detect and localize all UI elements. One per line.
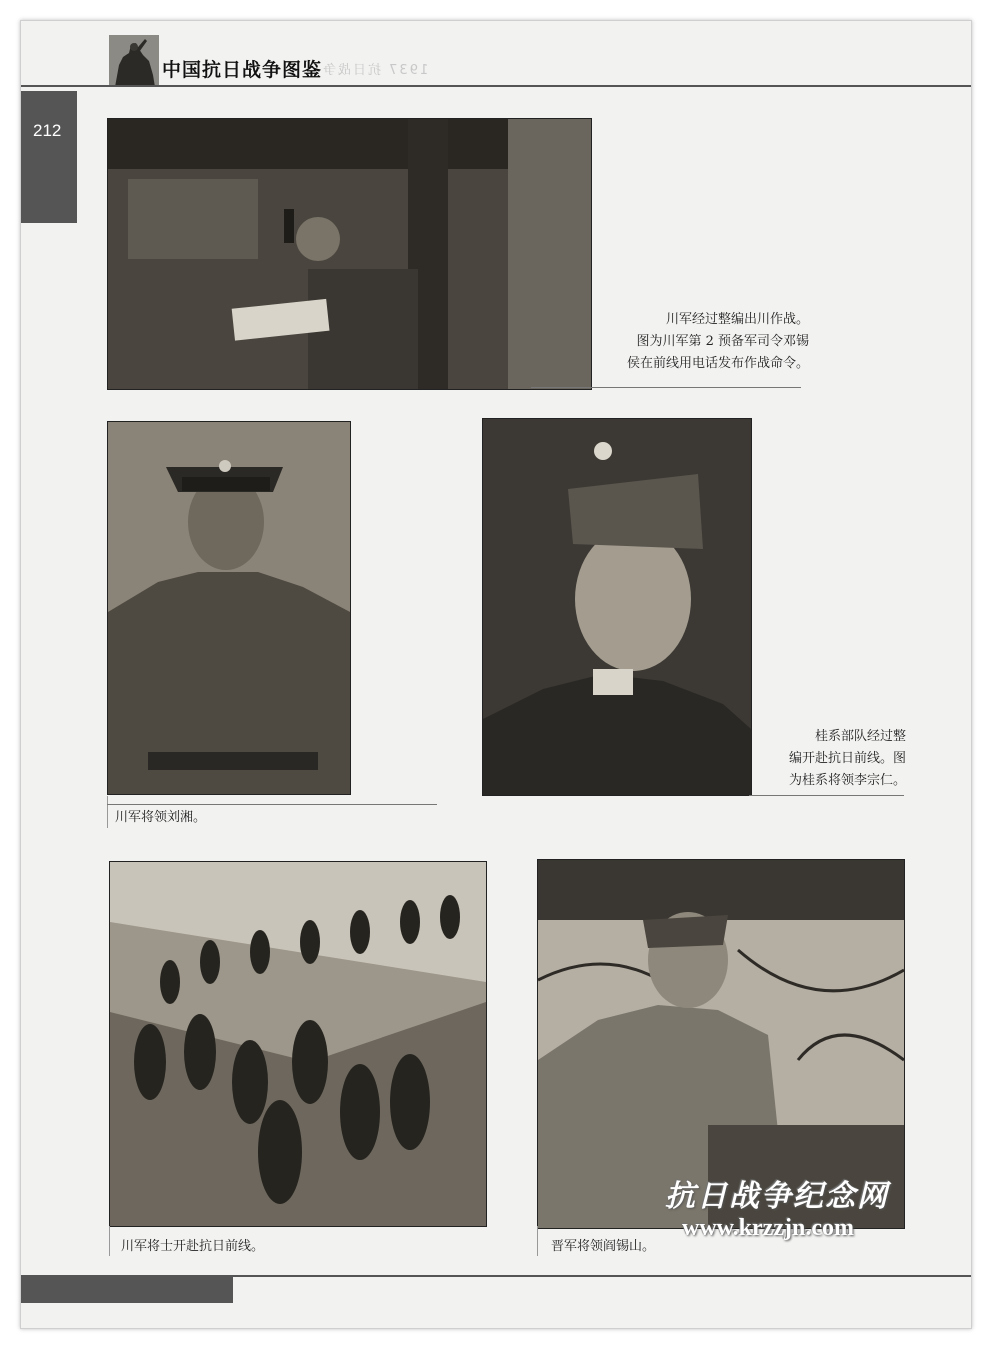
caption-liu-xiang [115, 807, 315, 829]
caption-line: 桂系部队经过整 [814, 729, 906, 744]
caption-line: 侯在前线用电话发布作战命令。 [626, 356, 809, 371]
footer-bar [21, 1275, 233, 1303]
caption-divider [749, 795, 904, 796]
caption-sichuan-troops [121, 1236, 421, 1258]
caption-line: 为桂系将领李宗仁。 [788, 773, 906, 788]
book-page [20, 20, 972, 1329]
caption-divider [531, 387, 801, 388]
soldier-statue-icon [109, 35, 159, 87]
caption-deng-xihou [609, 309, 809, 375]
caption-line: 川军将士开赴抗日前线。 [121, 1239, 265, 1254]
caption-line: 川军经过整编出川作战。 [665, 312, 809, 327]
photo-sichuan-troops [109, 861, 487, 1227]
caption-divider [107, 796, 108, 828]
book-title: 中国抗日战争图鉴 [162, 59, 323, 81]
caption-line: 图为川军第 2 预备军司令邓锡 [636, 334, 809, 349]
photo-deng-xihou [107, 118, 592, 390]
photo-li-zongren [482, 418, 752, 796]
watermark-site-name: 抗日战争纪念网 [665, 1179, 889, 1214]
watermark-url[interactable]: www.krzzjn.com [682, 1215, 854, 1241]
caption-line: 晋军将领阎锡山。 [551, 1239, 656, 1254]
caption-divider [107, 804, 437, 805]
caption-line: 编开赴抗日前线。图 [788, 751, 906, 766]
caption-line: 川军将领刘湘。 [115, 810, 207, 825]
caption-divider [537, 1226, 538, 1256]
caption-li-zongren [721, 726, 906, 792]
photo-liu-xiang [107, 421, 351, 795]
header-divider [21, 85, 971, 87]
page-number: 212 [33, 121, 62, 140]
page-number-tab [21, 91, 77, 223]
bleed-through-text: 1937 抗日战争 [321, 63, 429, 78]
caption-divider [109, 1226, 110, 1256]
